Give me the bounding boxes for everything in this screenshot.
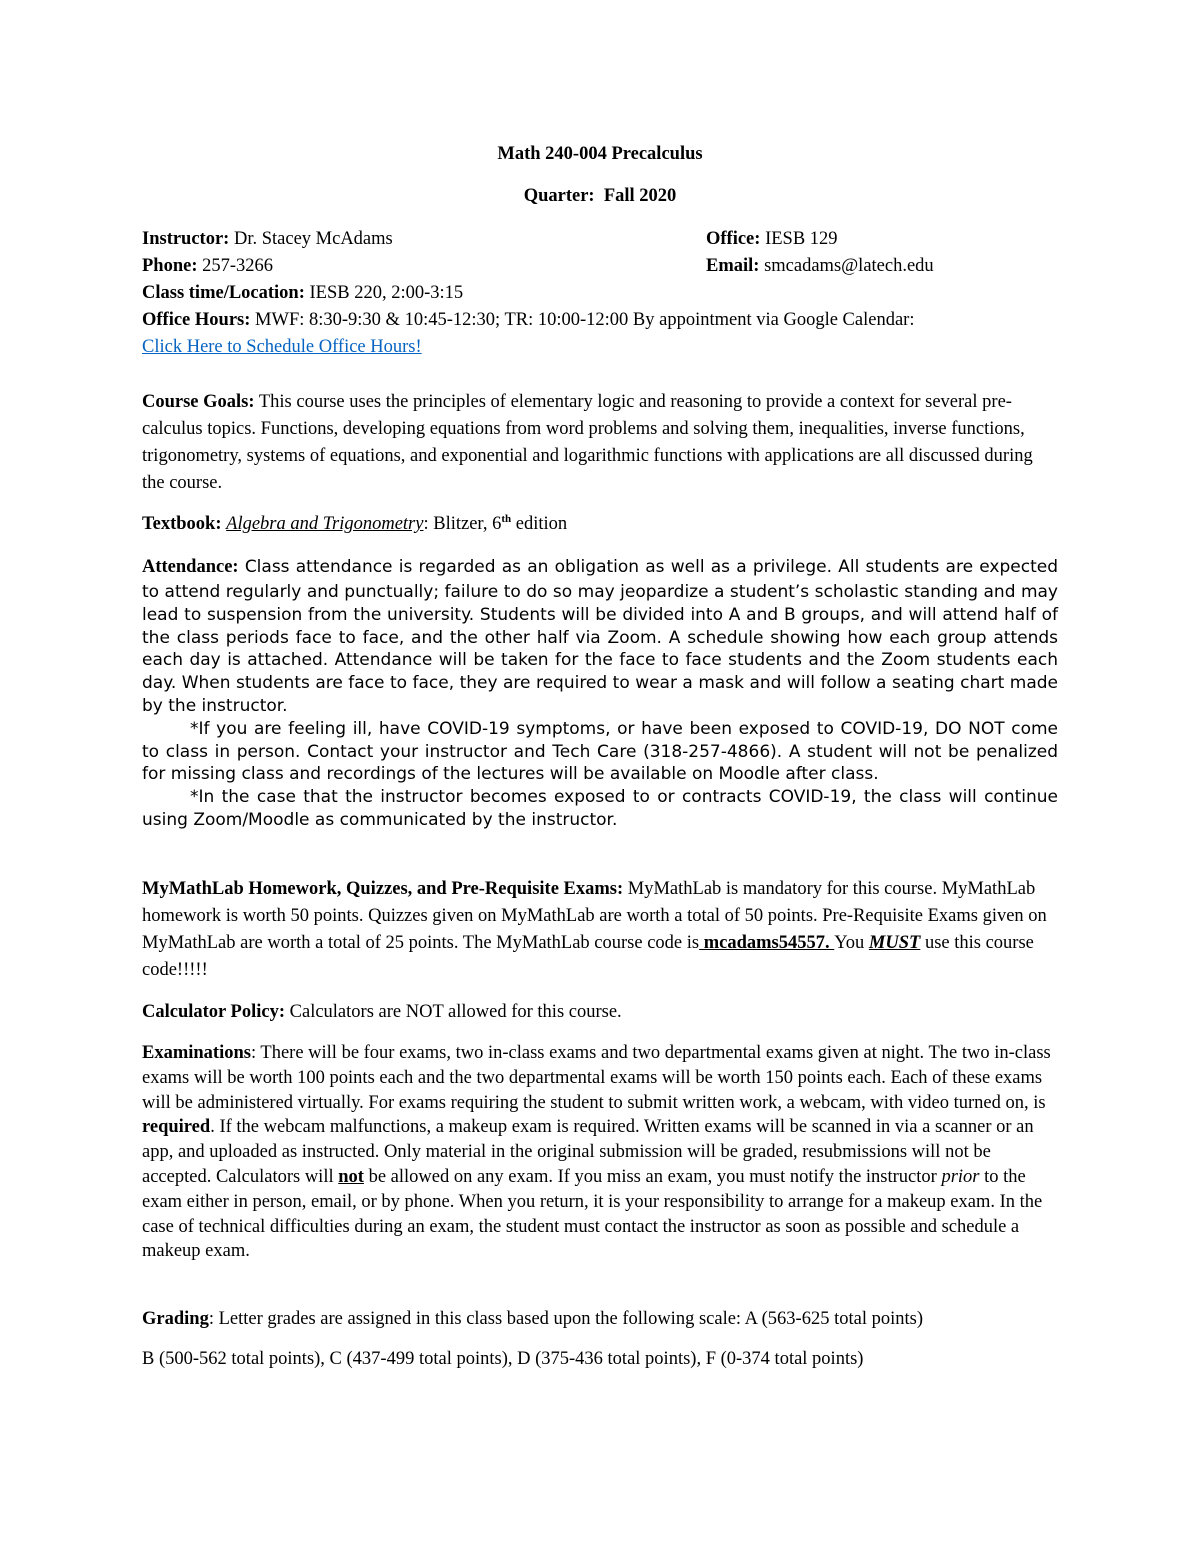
office-hours-row	[142, 307, 1058, 334]
course-code: mcadams54557.	[699, 933, 835, 953]
instructor-value: Dr. Stacey McAdams	[233, 229, 393, 249]
attendance-instructor-note: *In the case that the instructor becomes exposed to or contracts COVID-19, the class will continue using Zoom/Moodle as communicated by the instructor.	[142, 787, 1058, 830]
course-goals-label: Course Goals:	[142, 392, 255, 412]
office-value: IESB 129	[765, 229, 838, 249]
email-field	[706, 253, 934, 280]
email-label: Email:	[706, 256, 760, 276]
attendance-section	[142, 554, 1058, 832]
office-hours-label: Office Hours:	[142, 310, 251, 330]
textbook-title: Algebra and Trigonometry	[226, 514, 424, 534]
phone-value: 257-3266	[202, 256, 274, 276]
mymathlab-must: MUST	[868, 933, 921, 953]
grading-row-2	[142, 1346, 1058, 1373]
attendance-label: Attendance:	[142, 557, 239, 577]
mymathlab-section	[142, 876, 1058, 984]
course-goals-section	[142, 389, 1058, 497]
email-value: smcadams@latech.edu	[764, 256, 934, 276]
calculator-text: Calculators are NOT allowed for this course.	[285, 1002, 622, 1022]
mymathlab-tail: use this course code!!!!!	[142, 933, 1034, 980]
instructor-label: Instructor:	[142, 229, 230, 249]
class-time-row	[142, 280, 1058, 307]
textbook-author: : Blitzer, 6	[423, 514, 502, 534]
examinations-required: required	[142, 1117, 211, 1138]
grading-scale-1: : Letter grades are assigned in this class based upon the following scale: A (563-625 total points)	[208, 1309, 923, 1329]
grading-scale-2: B (500-562 total points), C (437-499 total points), D (375-436 total points), F (0-374 total points)	[142, 1349, 864, 1369]
mymathlab-label: MyMathLab Homework, Quizzes, and Pre-Requisite Exams:	[142, 879, 624, 899]
office-label: Office:	[706, 229, 761, 249]
examinations-section	[142, 1041, 1058, 1264]
instructor-row	[142, 226, 1058, 253]
mymathlab-you: You	[834, 933, 869, 953]
quarter-line	[0, 184, 1200, 208]
grading-label: Grading	[142, 1309, 209, 1329]
examinations-not: not	[338, 1166, 364, 1187]
examinations-text-4: to the exam either in person, email, or by phone. When you return, it is your responsibility to arrange for a makeup exam. In the case of technical difficulties during an exam, the student must contact the instructor as soon as possible and schedule a makeup exam.	[142, 1166, 1043, 1262]
textbook-row	[142, 511, 1058, 538]
course-goals-text: This course uses the principles of elementary logic and reasoning to provide a context for several pre-calculus topics. Functions, developing equations from word problems and solving them, inequalities, inverse functions, trigonometry, systems of equations, and exponential and logarithmic functions with applications are all discussed during the course.	[142, 392, 1033, 493]
calculator-row	[142, 999, 1058, 1026]
examinations-text-2: . If the webcam malfunctions, a makeup exam is required. Written exams will be scanned in via a scanner or an app, and uploaded as instructed. Only material in the original submission will be graded, resubmissions will not be accepted. Calculators will	[142, 1117, 1034, 1187]
office-field	[706, 226, 838, 253]
schedule-link-row	[142, 334, 1058, 361]
examinations-prior: prior	[941, 1166, 980, 1187]
textbook-edition: edition	[511, 514, 568, 534]
document-title: Math 240-004 Precalculus	[497, 144, 703, 164]
calculator-label: Calculator Policy:	[142, 1002, 286, 1022]
textbook-label: Textbook:	[142, 514, 222, 534]
textbook-edition-sup: th	[501, 512, 512, 525]
class-time-label: Class time/Location:	[142, 283, 305, 303]
examinations-text-1: : There will be four exams, two in-class exams and two departmental exams given at night. The two in-class exams will be worth 100 points each and the two departmental exams will be worth 150 points each. Each of these exams will be administered virtually. For exams requiring the student to submit written work, a webcam, with video turned on, is	[142, 1043, 1051, 1113]
mymathlab-text: MyMathLab is mandatory for this course. MyMathLab homework is worth 50 points. Quizzes given on MyMathLab are worth a total of 50 points. Pre-Requisite Exams given on MyMathLab are worth a total of 25 points. The MyMathLab course code is	[142, 879, 1047, 953]
examinations-text-3: be allowed on any exam. If you miss an exam, you must notify the instructor	[363, 1166, 942, 1187]
schedule-office-hours-link[interactable]: Click Here to Schedule Office Hours!	[142, 337, 422, 357]
grading-row-1	[142, 1306, 1058, 1333]
quarter-label: Quarter:	[523, 186, 595, 206]
office-hours-value: MWF: 8:30-9:30 & 10:45-12:30; TR: 10:00-12:00 By appointment via Google Calendar:	[255, 310, 915, 330]
attendance-covid-note: *If you are feeling ill, have COVID-19 symptoms, or have been exposed to COVID-19, DO NOT come to class in person. Contact your instructor and Tech Care (318-257-4866). A student will not be penalized for missing class and recordings of the lectures will be available on Moodle after class.	[142, 718, 1058, 785]
quarter-value: Fall 2020	[603, 186, 677, 206]
attendance-text: Class attendance is regarded as an obligation as well as a privilege. All students are expected to attend regularly and punctually; failure to do so may jeopardize a student’s scholastic standing and may lead to suspension from the university. Students will be divided into A and B groups, and will attend half of the class periods face to face, and the other half via Zoom. A schedule showing how each group attends each day is attached. Attendance will be taken for the face to face students and the Zoom students each day. When students are face to face, they are required to wear a mask and will follow a seating chart made by the instructor.	[142, 557, 1058, 716]
phone-label: Phone:	[142, 256, 198, 276]
class-time-value: IESB 220, 2:00-3:15	[309, 283, 464, 303]
examinations-label: Examinations	[142, 1043, 251, 1063]
phone-row	[142, 253, 1058, 280]
